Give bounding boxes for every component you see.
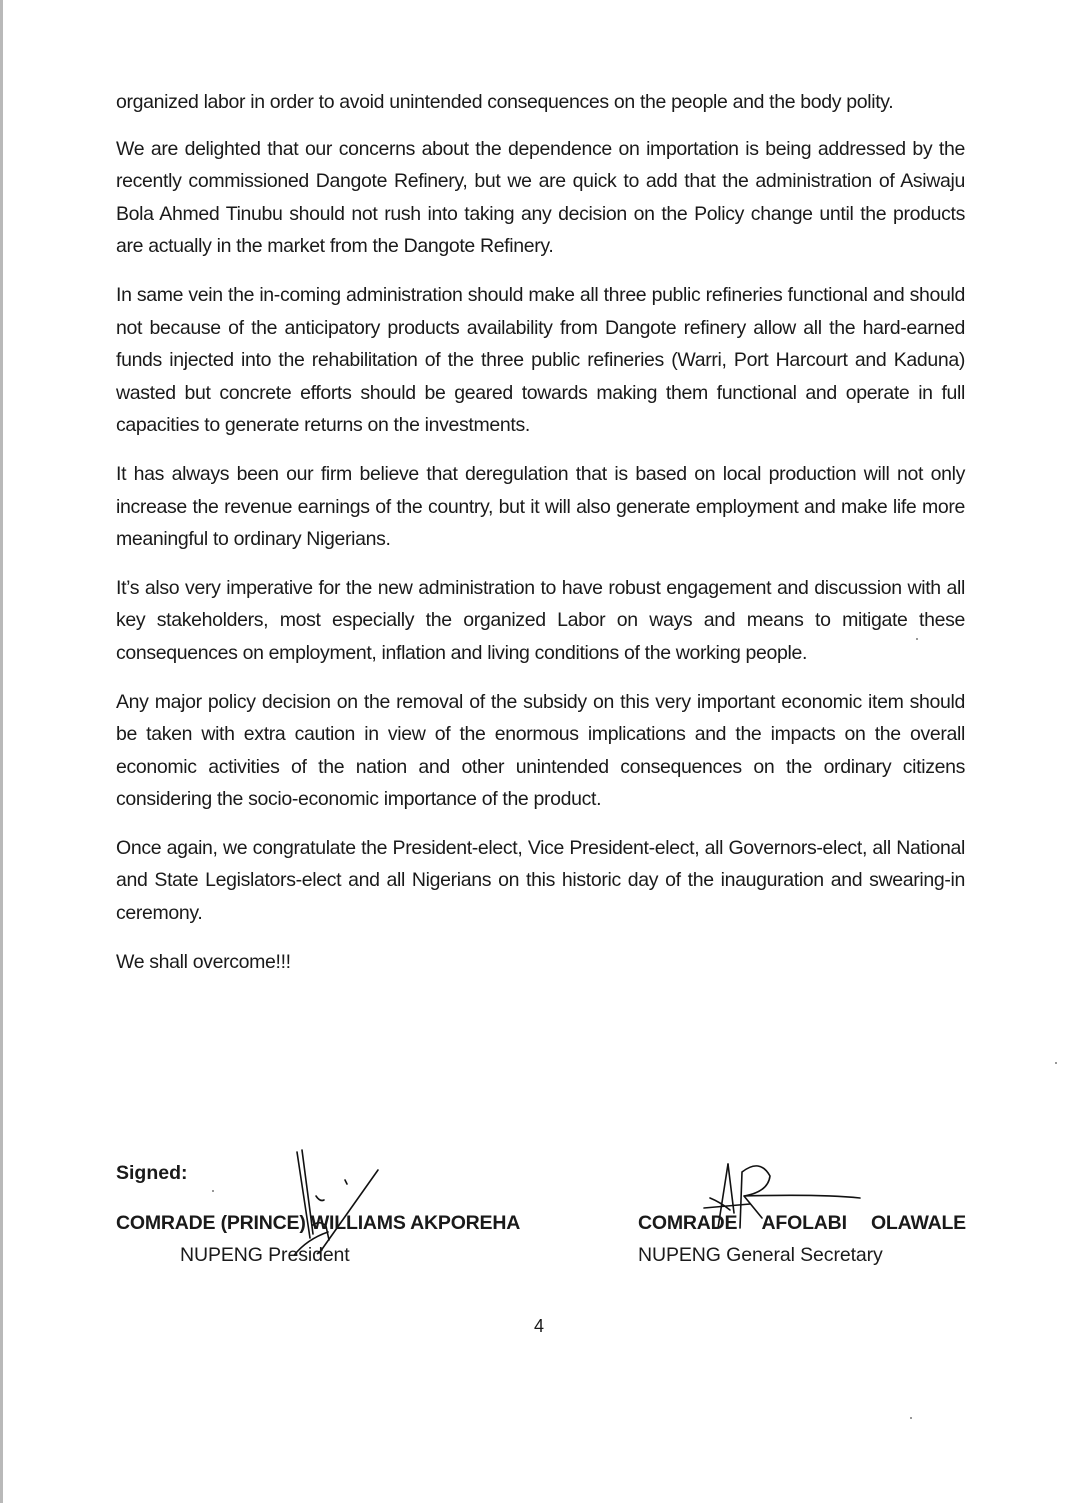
signatory-president xyxy=(116,1212,520,1267)
signatory-name-part: AFOLABI xyxy=(761,1212,847,1234)
scan-speck xyxy=(916,638,918,640)
signatory-title: NUPENG President xyxy=(180,1244,350,1266)
paragraph: Once again, we congratulate the President-elect, Vice President-elect, all Governors-elect, all National and State Legislators-elect and all Nigerians on this historic day of the inauguration and swearing-in ceremony. xyxy=(116,836,965,925)
page-number: 4 xyxy=(534,1316,545,1336)
paragraph: It has always been our firm believe that deregulation that is based on local production will not only increase the revenue earnings of the country, but it will also generate employment and make life more meaningful to ordinary Nigerians. xyxy=(116,462,965,551)
scan-speck xyxy=(212,1190,214,1192)
paragraph: Any major policy decision on the removal of the subsidy on this very important economic item should be taken with extra caution in view of the enormous implications and the impacts on the overall economic activities of the nation and other unintended consequences on the ordinary citizens considering the socio-economic importance of the product. xyxy=(116,690,965,811)
scan-speck xyxy=(910,1417,912,1419)
scan-speck xyxy=(1055,1062,1057,1064)
signed-label: Signed: xyxy=(116,1162,188,1184)
paragraph: It’s also very imperative for the new administration to have robust engagement and discussion with all key stakeholders, most especially the organized Labor on ways and means to mitigate these consequences on employment, inflation and living conditions of the working people. xyxy=(116,576,965,664)
signatory-name-part: COMRADE xyxy=(638,1212,738,1234)
paragraph: We are delighted that our concerns about the dependence on importation is being addressed by the recently commissioned Dangote Refinery, but we are quick to add that the administration of Asiwaju Bola Ahmed Tinubu should not rush into taking any decision on the Policy change until the products are actually in the market from the Dangote Refinery. xyxy=(116,137,965,258)
signatory-name: COMRADE (PRINCE) WILLIAMS AKPOREHA xyxy=(116,1212,521,1234)
closing-line: We shall overcome!!! xyxy=(116,950,291,973)
page-left-border xyxy=(0,0,3,1503)
signatory-general-secretary xyxy=(638,1212,966,1267)
signatory-title: NUPENG General Secretary xyxy=(638,1244,883,1266)
letter-body xyxy=(116,86,965,994)
signatory-name xyxy=(638,1212,966,1235)
paragraph: In same vein the in-coming administration should make all three public refineries functional and should not because of the anticipatory products availability from Dangote refinery allow all the hard-earned funds injected into the rehabilitation of the three public refineries (Warri, Port Harcourt and Kaduna) wasted but concrete efforts should be geared towards making them functional and operate in full capacities to generate returns on the investments. xyxy=(116,283,965,437)
paragraph: organized labor in order to avoid unintended consequences on the people and the body polity. xyxy=(116,91,894,113)
signatory-name-part: OLAWALE xyxy=(870,1212,966,1234)
